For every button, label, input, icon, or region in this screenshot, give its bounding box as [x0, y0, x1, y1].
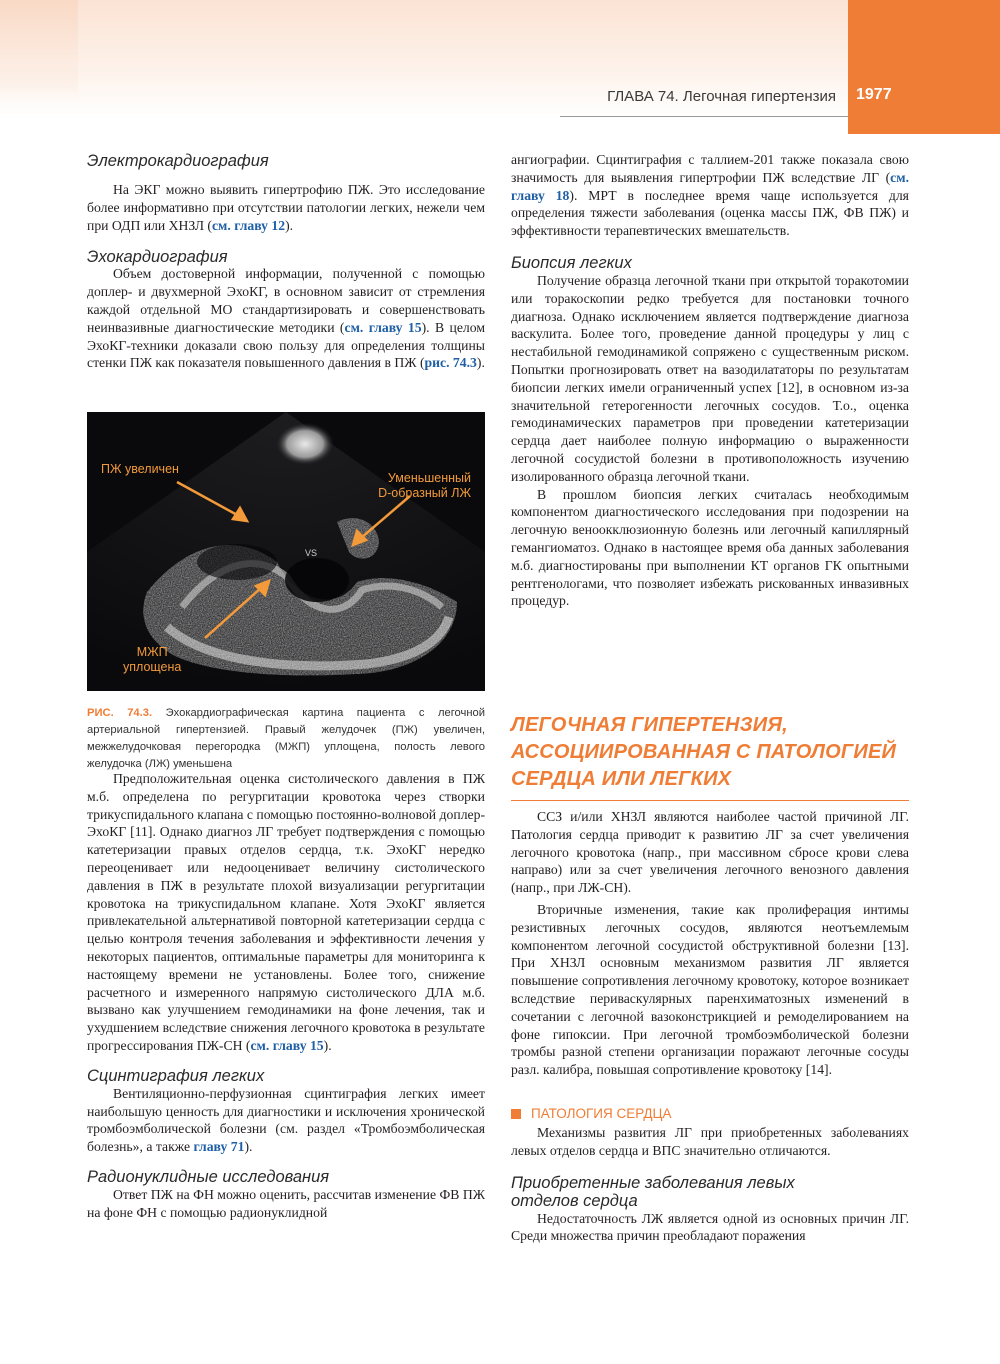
- ecg-chapter-link[interactable]: см. главу 12: [211, 217, 286, 233]
- bullet-square-icon: [511, 1109, 521, 1119]
- radionuclide-paragraph: Ответ ПЖ на ФН можно оценить, рассчитав изменение ФВ ПЖ на фоне ФН с помощью радионуклидной: [87, 1186, 485, 1220]
- label-ivs-flattened: [123, 645, 181, 675]
- section-title-line-1: ЛЕГОЧНАЯ ГИПЕРТЕНЗИЯ,: [511, 714, 788, 736]
- section-title-line-2: АССОЦИИРОВАННАЯ С ПАТОЛОГИЕЙ: [511, 741, 897, 763]
- pressure-text: Предположительная оценка систолического давления в ПЖ м.б. определена по регургитации кровотока через створки трикуспидального клапана с помощью постоянно-волновой доплер-ЭхоКГ [11]. Однако диагноз ЛГ требует подтверждения с помощью катетеризации правых отделов сердца, т.к. ЭхоКГ нередко переоценивает или недооценивает величину систолического давления в ПЖ в результате плохой визуализации регургитации кровотока на трикуспидальном клапане. Хотя ЭхоКГ является привлекательной альтернативой повторной катетеризации сердца с целью контроля течения заболевания и эффективности лечения у некоторых пациентов, оптимальные параметры для мониторинга к настоящему времени не установлены. Более того, снижение расчетного и измеренного напрямую систолического ДЛА м.б. вызвано как улучшением гемодинамики на фоне лечения, так и ухудшением вследствие снижения легочного кровотока в результате прогрессирования ПЖ-СН (: [87, 771, 485, 1053]
- ecg-text-end: ).: [285, 217, 294, 233]
- echo-figure-link[interactable]: рис. 74.3: [424, 355, 477, 371]
- left-column-bottom: [87, 770, 485, 1222]
- label-ivs-line-1: МЖП: [136, 645, 168, 659]
- right-column-bottom: [511, 1124, 909, 1245]
- ecg-text: На ЭКГ можно выявить гипертрофию ПЖ. Это исследование более информативно при отсутствии патологии легких, нежели чем при ОДП или ХНЗЛ (: [87, 182, 485, 233]
- echo-text: Объем достоверной информации, полученной с помощью доплер- и двухмерной ЭхоКГ, в основном зависит от стремления каждой отдельной МО стандартизировать и совершенствовать неинвазивные диагностические методики (: [87, 266, 485, 335]
- right-column-section: [511, 808, 909, 1079]
- radionuclide-heading: Радионуклидные исследования: [87, 1167, 330, 1186]
- figure-caption-text: Эхокардиографическая картина пациента с легочной артериальной гипертензией. Правый желудочек (ПЖ) увеличен, межжелудочковая перегородка (МЖП) уплощена, полость левого желудочка (ЛЖ) уменьшена: [87, 707, 486, 770]
- svg-text:VS: VS: [305, 548, 318, 558]
- section-paragraph-2: Вторичные изменения, такие как пролиферация интимы резистивных легочных сосудов, являются неотъемлемым компонентом легочной сосудистой обструктивной болезни [13]. При ХНЗЛ основным механизмом развития ЛГ является повышение сопротивления легочному кровотоку, которое возникает вследствие периваскулярных паренхиматозных изменений в сочетании с легочной вазоконстрикцией и ремоделированием на фоне гипоксии. При легочной тромбоэмболической болезни тромбы разной степени организации поражают легочные сосуды разл. калибра, повышая сопротивление кровотоку [14].: [511, 901, 909, 1078]
- heart-pathology-paragraph: Механизмы развития ЛГ при приобретенных заболеваниях левых отделов сердца и ВПС значительно отличаются.: [511, 1125, 909, 1158]
- section-title: [511, 712, 909, 793]
- label-lv-reduced: [378, 471, 471, 501]
- continuation-text-2: ). МРТ в последнее время чаще используется для определения тяжести заболевания (оценка массы ПЖ, ФВ ПЖ) и эффективности терапевтических вмешательств.: [511, 187, 909, 239]
- echo-text-end: ).: [476, 355, 485, 371]
- acquired-heading-line-1: Приобретенные заболевания левых: [511, 1173, 795, 1192]
- running-head-rule: [560, 116, 848, 117]
- scintigraphy-text-end: ).: [244, 1139, 253, 1155]
- section-paragraph-1: ССЗ и/или ХНЗЛ являются наиболее частой причиной ЛГ. Патология сердца приводит к развитию ЛГ за счет увеличения легочного кровотока (напр., при массивном сбросе крови слева направо) или за счет увеличения легочного венозного давления (напр., при ЛЖ-СН).: [511, 809, 909, 896]
- scintigraphy-chapter-link[interactable]: главу 71: [193, 1139, 245, 1155]
- label-lv-line-2: D-образный ЛЖ: [378, 486, 471, 500]
- section-rule: [511, 800, 909, 801]
- biopsy-heading: Биопсия легких: [511, 253, 632, 272]
- heart-pathology-label: ПАТОЛОГИЯ СЕРДЦА: [531, 1106, 672, 1121]
- label-rv-enlarged: ПЖ увеличен: [101, 462, 179, 476]
- heart-pathology-heading: [511, 1106, 909, 1122]
- biopsy-paragraph-2: В прошлом биопсия легких считалась необходимым компонентом диагностического исследования при подозрении на легочную веноокклюзионную болезнь или легочный капиллярный гемангиоматоз. Однако в настоящее время оба данных заболевания м.б. диагностированы при выполнении КТ органов ГК опытными рентгенологами, что позволяет избежать рискованных инвазивных процедур.: [511, 486, 909, 609]
- continuation-paragraph: [511, 151, 909, 240]
- acquired-heading-line-2: отделов сердца: [511, 1191, 638, 1210]
- echo-text-2: ). В целом ЭхоКГ-техники доказали свою пользу для определения толщины стенки ПЖ как показателя повышенного давления в ПЖ (: [87, 319, 485, 371]
- echo-paragraph: [87, 265, 485, 372]
- biopsy-paragraph-1: Получение образца легочной ткани при открытой торакотомии или торакоскопии редко требуется для постановки точного диагноза. Однако исключением является подтверждение диагноза васкулита. Более того, проведение данной процедуры у лиц с нестабильной гемодинамикой сопряжено с существенным риском. Попытки прогнозировать ответ на вазодилататоры по результатам биопсии легких имели ограниченный успех [12], в основном из-за значительной гетерогенности легочных сосудов. Т.о., оценка гемодинамических параметров при проведении катетеризации сердца дает наиболее полную информацию о выраженности легочной сосудистой болезни в противоположность изучению изолированного образца легочной ткани.: [511, 272, 909, 484]
- label-ivs-line-2: уплощена: [123, 660, 182, 674]
- page-number: 1977: [856, 86, 892, 103]
- scintigraphy-heading: Сцинтиграфия легких: [87, 1066, 265, 1085]
- echocardiogram-figure: [87, 412, 485, 691]
- scintigraphy-text: Вентиляционно-перфузионная сцинтиграфия легких имеет наибольшую ценность для диагностики и исключения хронической тромбоэмболической болезни (см. раздел «Тромбоэмболическая болезнь», а также: [87, 1085, 485, 1155]
- left-column-top: [87, 152, 485, 372]
- chapter-tab: [848, 0, 1000, 134]
- ecg-paragraph: [87, 181, 485, 234]
- ecg-heading: Электрокардиография: [87, 152, 269, 170]
- pressure-paragraph: [87, 770, 485, 1055]
- right-column-top: [511, 151, 909, 610]
- acquired-diseases-heading: [511, 1174, 909, 1210]
- header-left-strip: [0, 0, 78, 100]
- continuation-text: ангиографии. Сцинтиграфия с таллием-201 также показала свою значимость для выявления гипертрофии ПЖ вследствие ЛГ (: [511, 152, 909, 185]
- section-title-line-3: СЕРДЦА ИЛИ ЛЕГКИХ: [511, 768, 732, 790]
- running-head: ГЛАВА 74. Легочная гипертензия: [607, 88, 836, 105]
- acquired-paragraph: Недостаточность ЛЖ является одной из основных причин ЛГ. Среди множества причин преобладают поражения: [511, 1210, 909, 1244]
- figure-caption: [87, 705, 485, 773]
- pressure-chapter-link[interactable]: см. главу 15: [250, 1037, 324, 1053]
- pressure-text-end: ).: [323, 1037, 332, 1053]
- scintigraphy-paragraph: [87, 1085, 485, 1156]
- label-lv-line-1: Уменьшенный: [387, 471, 471, 485]
- continuation-chapter-link[interactable]: см. главу 18: [511, 169, 909, 203]
- echo-heading: Эхокардиография: [87, 248, 228, 267]
- echo-chapter-link[interactable]: см. главу 15: [344, 319, 422, 335]
- figure-caption-label: РИС. 74.3.: [87, 707, 153, 719]
